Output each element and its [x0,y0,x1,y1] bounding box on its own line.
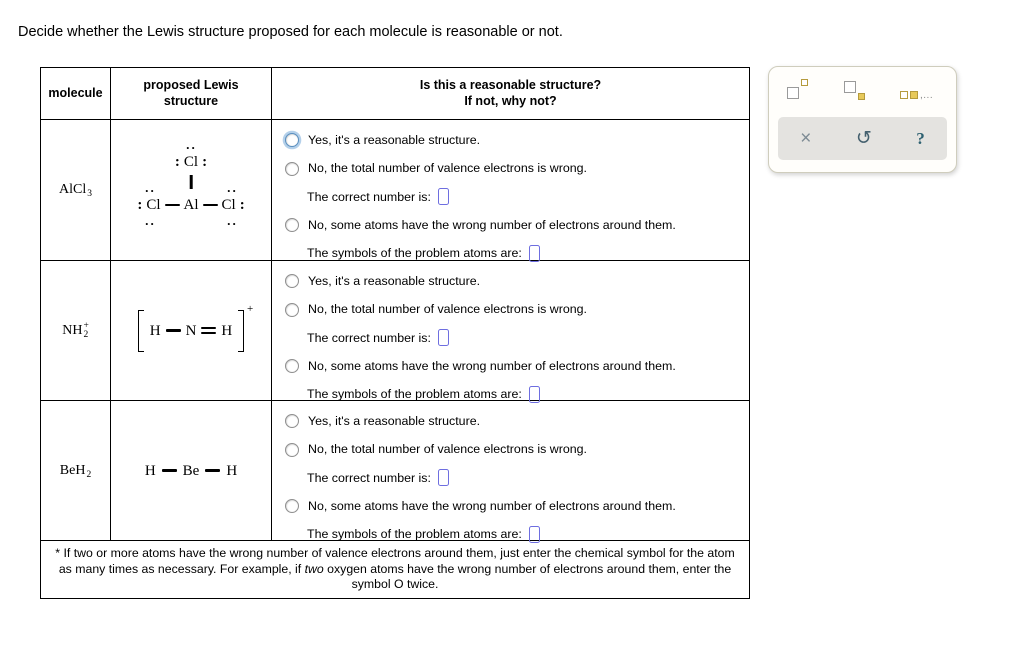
option-label: No, some atoms have the wrong number of electrons around them. [308,217,676,232]
option-label: No, the total number of valence electrons is wrong. [308,161,587,176]
option-label: No, some atoms have the wrong number of electrons around them. [308,498,676,513]
h-n-h-chain [150,323,233,339]
answer-cell-beh2 [272,401,749,541]
correct-number-line [272,464,749,492]
atom-symbol: H [221,322,233,339]
atom-symbol: N [185,322,197,339]
double-bond [201,327,216,335]
right-bracket [238,310,244,352]
footnote-italic: two [304,561,324,576]
formula-base: NH [62,322,83,338]
radio-button[interactable] [285,133,299,147]
single-bond [203,204,218,207]
base-square [787,87,799,99]
base-square [844,81,856,93]
single-bond [166,329,181,332]
option-label: Yes, it's a reasonable structure. [308,413,481,428]
atom-symbol: Cl [146,197,161,213]
formula-subscript: 2 [86,469,92,480]
lewis-structure-nh2plus [111,261,272,401]
lone-pair-dots: ·· [144,183,156,198]
molecule-formula-nh2plus [41,261,111,401]
atom-symbol: H [144,462,156,479]
answer-toolbar [768,66,957,173]
prompt-label: The correct number is: [307,189,431,204]
atom-symbol: H [149,322,161,339]
ellipsis-label: ,... [920,89,934,101]
lewis-structure-beh2 [111,401,272,541]
lewis-diagram-alcl3 [115,140,267,236]
single-bond-vertical [190,175,193,189]
option-label: Yes, it's a reasonable structure. [308,273,481,288]
page-title: Decide whether the Lewis structure proposed for each molecule is reasonable or not. [18,24,563,40]
option-wrong-total[interactable] [272,154,749,182]
lone-pair-dots: ·· [144,216,156,231]
radio-button[interactable] [285,274,299,288]
header-structure-line2: structure [163,93,219,108]
single-bond [165,204,180,207]
cl-al-cl-chain [115,197,267,213]
lone-pair-colon: : [174,154,180,170]
lone-pair-dots: ·· [185,140,197,155]
footnote [41,541,749,598]
formula-subscript: 2 [83,329,89,340]
formula-base: BeH [59,462,86,478]
single-bond [205,469,220,472]
top-chlorine [115,154,267,170]
clear-button[interactable]: × [800,128,812,149]
template-icons [787,79,940,106]
list-square [900,91,908,99]
number-input[interactable] [438,329,449,346]
atom-symbol: Al [183,197,199,213]
formula-subscript: 3 [87,189,92,199]
answer-cell-alcl3 [272,120,749,261]
formula-superscript: + [83,320,89,331]
number-input[interactable] [438,188,449,205]
option-label: No, the total number of valence electrons is wrong. [308,442,587,457]
lewis-structure-alcl3 [111,120,272,261]
molecule-formula-alcl3 [41,120,111,261]
header-molecule-label: molecule [48,85,103,100]
left-bracket [138,310,144,352]
option-wrong-atoms[interactable] [272,352,749,380]
superscript-template-icon [787,79,811,101]
radio-button[interactable] [285,303,299,317]
header-structure [111,68,272,120]
question-table [40,67,750,599]
formula-scripts [83,322,88,340]
lone-pair-colon: : [239,197,245,213]
header-question-line2: If not, why not? [464,93,557,108]
symbols-input[interactable] [529,245,540,262]
radio-button[interactable] [285,218,299,232]
header-molecule [41,68,111,120]
correct-number-line [272,324,749,352]
option-label: No, the total number of valence electrons is wrong. [308,302,587,317]
option-wrong-total[interactable] [272,295,749,323]
header-question-line1: Is this a reasonable structure? [419,77,602,92]
lewis-diagram-beh2 [145,463,237,479]
option-wrong-total[interactable] [272,435,749,463]
radio-button[interactable] [285,443,299,457]
atom-symbol: Be [182,462,200,479]
formula-base: AlCl [59,182,87,197]
list-square-filled [910,91,918,99]
atom-symbol: H [226,462,238,479]
radio-button[interactable] [285,162,299,176]
radio-button[interactable] [285,414,299,428]
radio-button[interactable] [285,359,299,373]
option-yes[interactable] [272,267,749,295]
undo-icon[interactable]: ↺ [855,128,872,149]
header-structure-line1: proposed Lewis [143,77,239,92]
header-question [272,68,749,120]
option-yes[interactable] [272,126,749,154]
option-wrong-atoms[interactable] [272,211,749,239]
lone-pair-colon: : [202,154,208,170]
answer-cell-nh2plus [272,261,749,401]
formula-scripts [87,181,92,199]
subscript-template-icon [844,79,868,101]
list-template-icon [900,79,940,106]
superscript-square [801,79,808,86]
toolbar-band [778,117,947,160]
prompt-label: The symbols of the problem atoms are: [307,527,522,542]
prompt-label: The correct number is: [307,470,431,485]
option-label: No, some atoms have the wrong number of electrons around them. [308,358,676,373]
atom-symbol: Cl [221,197,236,213]
molecule-formula-beh2 [41,401,111,541]
atom-symbol: Cl [183,154,199,170]
charge-superscript: + [247,302,254,315]
formula-scripts [86,462,91,480]
single-bond [162,469,177,472]
option-wrong-atoms[interactable] [272,492,749,520]
footnote-part2: oxygen atoms have the wrong number of electrons around them, enter the symbol O twice. [323,561,732,592]
subscript-square [858,93,865,100]
lewis-diagram-nh2plus [132,302,254,352]
footnote-part1: * If two or more atoms have the wrong number of valence electrons around them, just enter the chemical symbol for the atom as many times as necessary. For example, if [55,545,735,576]
help-button[interactable]: ? [916,129,925,148]
prompt-label: The symbols of the problem atoms are: [307,246,522,261]
prompt-label: The correct number is: [307,330,431,345]
lone-pair-colon: : [137,197,143,213]
option-yes[interactable] [272,407,749,435]
radio-button[interactable] [285,499,299,513]
lone-pair-dots: ·· [226,183,238,198]
option-label: Yes, it's a reasonable structure. [308,132,481,147]
prompt-label: The symbols of the problem atoms are: [307,387,522,402]
correct-number-line [272,183,749,211]
number-input[interactable] [438,469,449,486]
lone-pair-dots: ·· [226,216,238,231]
